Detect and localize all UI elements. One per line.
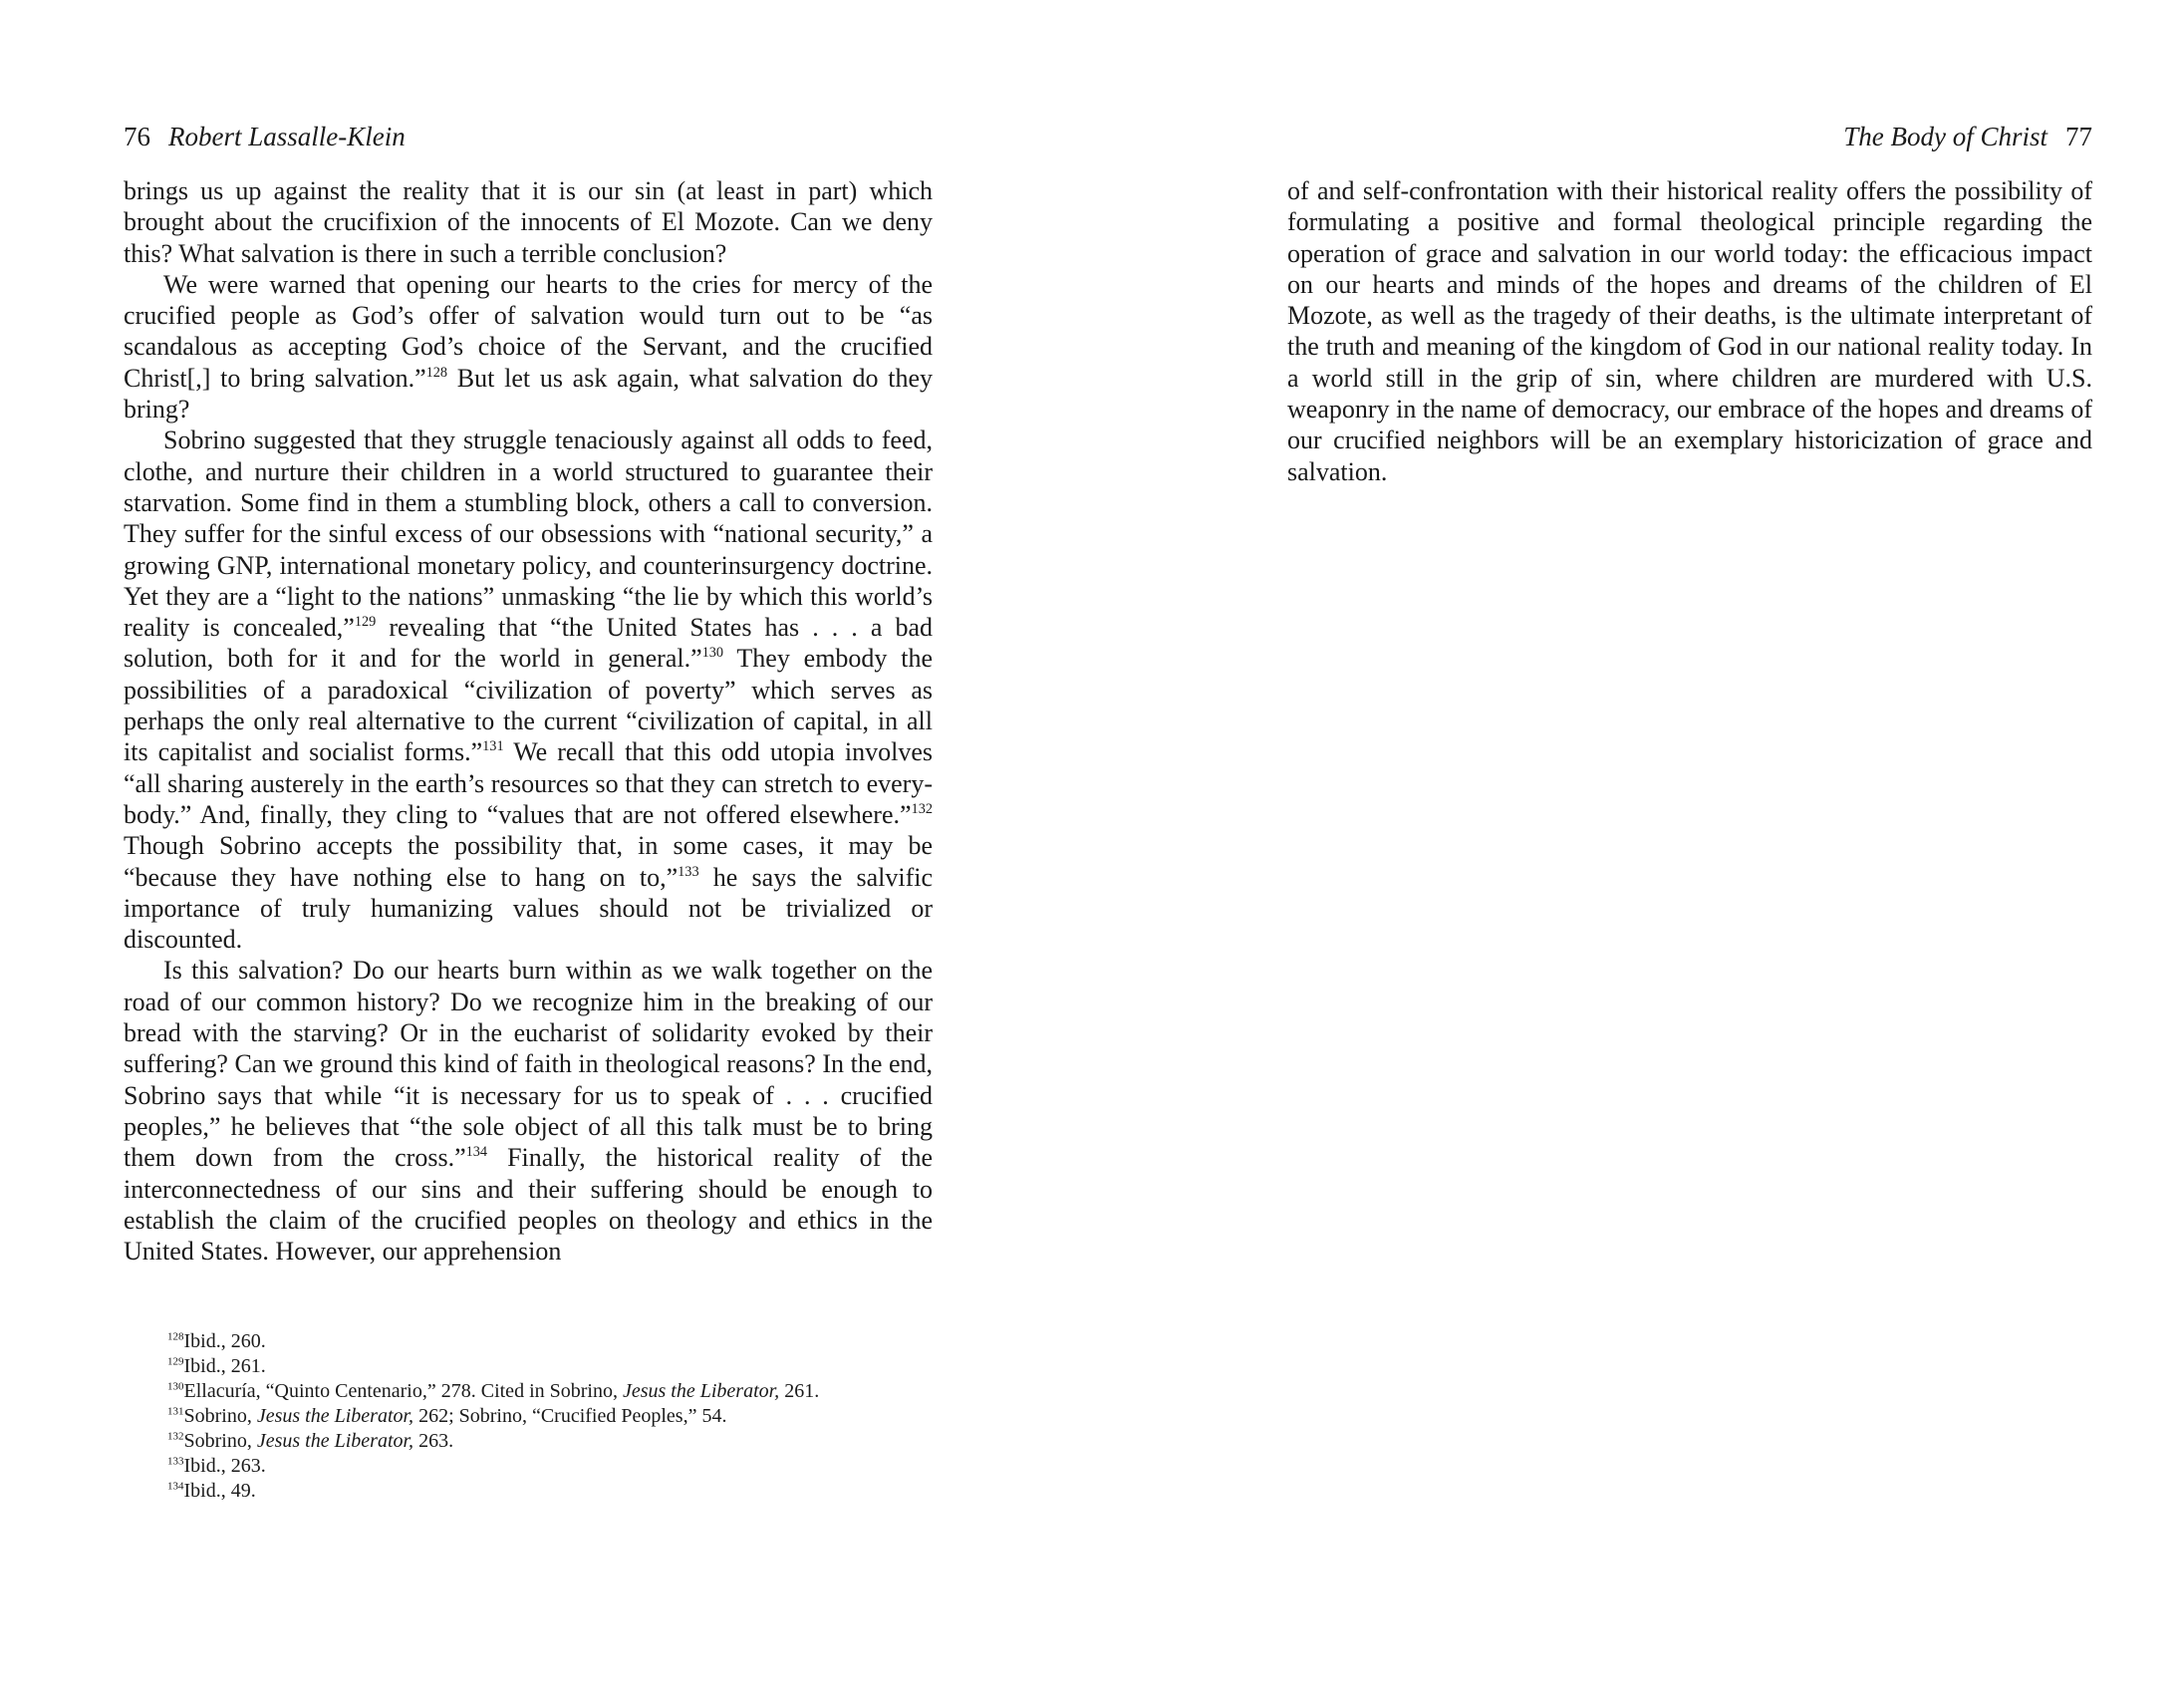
running-head-right: [1287, 122, 2092, 151]
right-page: [1287, 0, 2092, 1698]
footnote-number: 132: [167, 1430, 184, 1443]
paragraph: [124, 424, 933, 955]
footnote-number: 130: [167, 1380, 184, 1393]
running-title-left: Robert Lassalle-Klein: [168, 122, 406, 151]
text-run: Ibid., 260.: [183, 1330, 266, 1352]
text-run: revealing that “the United States has . . . a bad solution, both for it and for the world in general.”: [124, 613, 934, 674]
footnotes: [167, 1329, 933, 1504]
text-run: Ellacuría, “Quinto Centenario,” 278. Cited in Sobrino,: [183, 1380, 623, 1402]
body-text-left: [124, 175, 933, 1267]
text-run: We were warned that opening our hearts to the cries for mercy of the crucified people as God’s offer of salvation would turn out to be “as scandalous as accepting God’s choice of the Servant, and the crucified Christ[,] to bring salvation.”: [124, 269, 933, 393]
footnote-ref: 128: [425, 364, 448, 381]
text-run: Sobrino,: [183, 1405, 257, 1427]
text-run: Finally, the historical reality of the interconnectedness of our sins and their suffering should be enough to establish the claim of the crucified peoples on theology and ethics in the United States. However, our apprehension: [124, 1143, 934, 1267]
paragraph: [124, 175, 933, 269]
footnote: [167, 1329, 933, 1354]
page-number-left: 76: [124, 122, 150, 151]
running-head-left: [124, 122, 933, 151]
footnote-ref: 133: [678, 863, 699, 880]
footnote-number: 134: [167, 1480, 184, 1493]
text-run: Is this salvation? Do our hearts burn within as we walk together on the road of our common history? Do we recognize him in the breaking of our bread with the starving? Or in the eucharist of solidarity evoked by their suffering? Can we ground this kind of faith in theological reasons? In the end, Sobrino says that while “it is necessary for us to speak of . . . crucified peoples,” he believes that “the sole object of all this talk must be to bring them down from the cross.”: [124, 956, 933, 1173]
paragraph: [124, 269, 933, 424]
footnote-ref: 129: [354, 614, 377, 631]
text-run: We recall that this odd utopia involves “all sharing austerely in the earth’s resources so that they can stretch to everybody.” And, finally, they cling to “values that are not offered elsewhere.”: [124, 737, 933, 829]
text-run: Sobrino,: [183, 1430, 257, 1452]
footnote: [167, 1429, 933, 1454]
page-number-right: 77: [2065, 122, 2092, 151]
footnote-ref: 130: [701, 645, 724, 662]
footnote-ref: 131: [482, 738, 504, 755]
text-run: Ibid., 263.: [183, 1455, 266, 1477]
text-run: 261.: [779, 1380, 820, 1402]
text-run: 262; Sobrino, “Crucified Peoples,” 54.: [413, 1405, 727, 1427]
footnote: [167, 1379, 933, 1404]
footnote-ref: 132: [911, 800, 933, 817]
text-run: Though Sobrino accepts the possibility that, in some cases, it may be “because they have nothing else to hang on to,”: [124, 831, 933, 892]
text-run: Ibid., 261.: [183, 1355, 266, 1377]
footnote: [167, 1354, 933, 1379]
text-run: brings us up against the reality that it is our sin (at least in part) which brought about the crucifixion of the innocents of El Mozote. Can we deny this? What salvation is there in such a terrible conclusion?: [124, 176, 933, 268]
text-run: They embody the possibilities of a paradoxical “civilization of poverty” which serves as perhaps the only real alternative to the current “civilization of capital, in all its capitalist and socialist forms.”: [124, 644, 933, 767]
paragraph: [124, 955, 933, 1267]
footnote-number: 128: [167, 1330, 184, 1343]
text-run: he says the salvific importance of truly humanizing values should not be trivialized or discounted.: [124, 862, 934, 955]
paragraph: [1287, 175, 2092, 487]
italic-title: Jesus the Liberator,: [622, 1380, 780, 1402]
text-run: Ibid., 49.: [183, 1480, 256, 1502]
footnote-number: 129: [167, 1355, 184, 1368]
text-run: of and self-confrontation with their historical reality offers the possibility of formulating a positive and formal theological principle regarding the operation of grace and salvation in our world today: the efficacious impact on our hearts and minds of the hopes and dreams of the children of El Mozote, as well as the tragedy of their deaths, is the ultimate interpretant of the truth and meaning of the kingdom of God in our national reality today. In a world still in the grip of sin, where children are murdered with U.S. weaponry in the name of democracy, our embrace of the hopes and dreams of our crucified neighbors will be an exemplary historicization of grace and salvation.: [1287, 176, 2092, 486]
italic-title: Jesus the Liberator,: [256, 1430, 414, 1452]
footnote: [167, 1454, 933, 1479]
text-run: 263.: [413, 1430, 454, 1452]
footnote-number: 131: [167, 1405, 184, 1418]
running-title-right: The Body of Christ: [1843, 122, 2048, 151]
body-text-right: [1287, 175, 2092, 487]
italic-title: Jesus the Liberator,: [256, 1405, 414, 1427]
left-page: [124, 0, 933, 1698]
footnote-ref: 134: [465, 1144, 488, 1161]
text-run: But let us ask again, what salvation do they bring?: [124, 363, 933, 424]
text-run: Sobrino suggested that they struggle tenaciously against all odds to feed, clothe, and nurture their children in a world structured to guarantee their starvation. Some find in them a stumbling block, others a call to conversion. They suffer for the sinful excess of our obsessions with “national security,” a growing GNP, international monetary policy, and counterinsurgency doctrine. Yet they are a “light to the nations” unmasking “the lie by which this world’s reality is concealed,”: [124, 425, 933, 643]
footnote-number: 133: [167, 1455, 184, 1468]
footnote: [167, 1404, 933, 1429]
footnote: [167, 1479, 933, 1504]
